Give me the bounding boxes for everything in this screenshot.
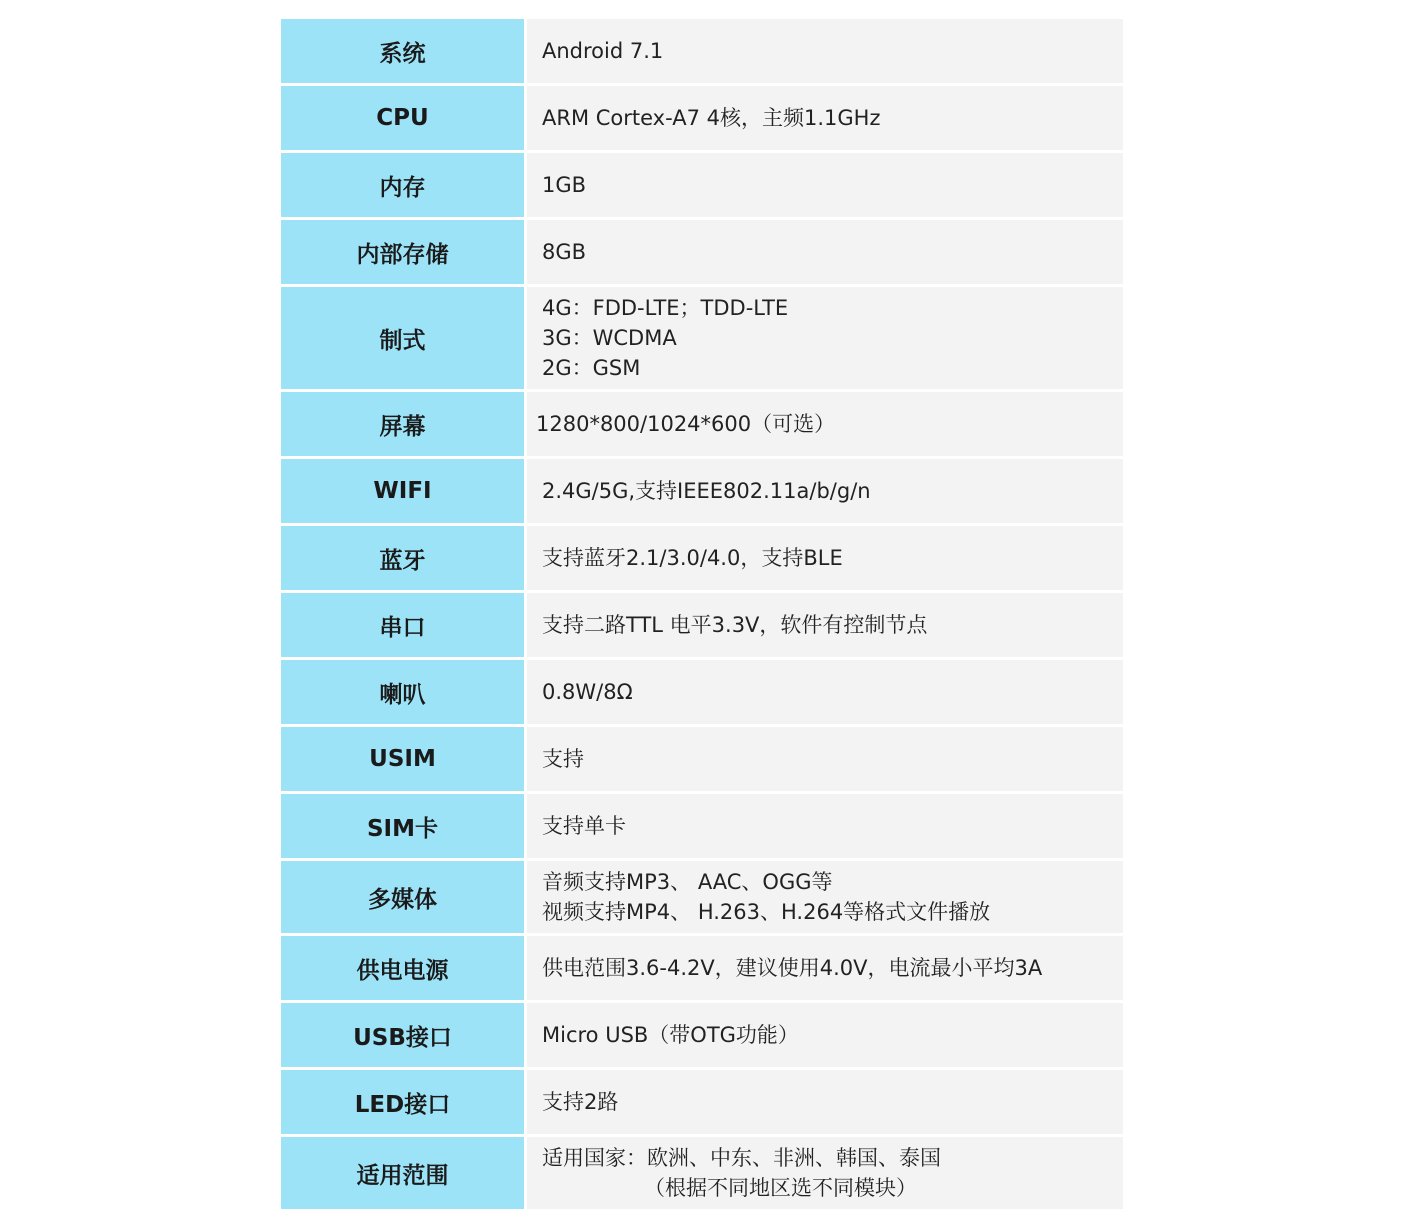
row-value: [527, 727, 1123, 791]
value-line: 2.4G/5G,支持IEEE802.11a/b/g/n: [542, 479, 871, 503]
table-row: [281, 1070, 1123, 1134]
value-line: 4G：FDD-LTE；TDD-LTE: [542, 296, 789, 320]
value-line: 支持单卡: [542, 814, 626, 838]
row-label: 制式: [281, 287, 524, 389]
value-line: Micro USB（带OTG功能）: [542, 1023, 799, 1047]
row-label: USIM: [281, 727, 524, 791]
value-line: ARM Cortex-A7 4核，主频1.1GHz: [542, 106, 881, 130]
value-line: 支持二路TTL 电平3.3V，软件有控制节点: [542, 613, 928, 637]
row-label: CPU: [281, 86, 524, 150]
value-line: 音频支持MP3、 AAC、OGG等: [542, 870, 833, 894]
table-row: [281, 1003, 1123, 1067]
row-label: 供电电源: [281, 936, 524, 1000]
value-line: 1280*800/1024*600（可选）: [536, 412, 836, 436]
row-label: 屏幕: [281, 392, 524, 456]
row-value: [527, 660, 1123, 724]
row-label: 喇叭: [281, 660, 524, 724]
row-label: 内部存储: [281, 220, 524, 284]
row-label: WIFI: [281, 459, 524, 523]
table-row: [281, 86, 1123, 150]
row-value: [527, 861, 1123, 933]
row-value: [527, 392, 1123, 456]
value-line: 1GB: [542, 173, 587, 197]
table-row: [281, 936, 1123, 1000]
table-row: [281, 392, 1123, 456]
table-row: [281, 794, 1123, 858]
row-value: [527, 86, 1123, 150]
row-value: [527, 153, 1123, 217]
value-line: 支持2路: [542, 1090, 619, 1114]
row-value: [527, 526, 1123, 590]
row-value: [527, 593, 1123, 657]
row-label: 内存: [281, 153, 524, 217]
table-row: [281, 153, 1123, 217]
row-value: [527, 936, 1123, 1000]
row-label: 系统: [281, 19, 524, 83]
value-line: 视频支持MP4、 H.263、H.264等格式文件播放: [542, 900, 991, 924]
row-value: [527, 794, 1123, 858]
value-line: 供电范围3.6-4.2V，建议使用4.0V，电流最小平均3A: [542, 956, 1043, 980]
value-line: 支持: [542, 747, 584, 771]
table-row: [281, 1137, 1123, 1209]
value-line: 适用国家：欧洲、中东、非洲、韩国、泰国: [542, 1146, 941, 1170]
row-label: 蓝牙: [281, 526, 524, 590]
table-row: [281, 287, 1123, 389]
row-value: [527, 220, 1123, 284]
table-row: [281, 727, 1123, 791]
value-line: Android 7.1: [542, 39, 664, 63]
row-label: 串口: [281, 593, 524, 657]
table-row: [281, 861, 1123, 933]
row-label: LED接口: [281, 1070, 524, 1134]
value-line: 支持蓝牙2.1/3.0/4.0，支持BLE: [542, 546, 843, 570]
table-row: [281, 593, 1123, 657]
row-value: [527, 1070, 1123, 1134]
row-label: SIM卡: [281, 794, 524, 858]
row-value: [527, 287, 1123, 389]
table-row: [281, 220, 1123, 284]
table-row: [281, 526, 1123, 590]
row-label: 适用范围: [281, 1137, 524, 1209]
table-row: [281, 19, 1123, 83]
value-line: 0.8W/8Ω: [542, 680, 633, 704]
value-line: 2G：GSM: [542, 356, 641, 380]
row-label: 多媒体: [281, 861, 524, 933]
row-value: [527, 1003, 1123, 1067]
table-row: [281, 459, 1123, 523]
spec-table: [281, 19, 1123, 1212]
value-line: 8GB: [542, 240, 587, 264]
value-line: （根据不同地区选不同模块）: [644, 1176, 917, 1200]
row-value: [527, 1137, 1123, 1209]
value-line: 3G：WCDMA: [542, 326, 677, 350]
row-label: USB接口: [281, 1003, 524, 1067]
row-value: [527, 19, 1123, 83]
table-row: [281, 660, 1123, 724]
row-value: [527, 459, 1123, 523]
